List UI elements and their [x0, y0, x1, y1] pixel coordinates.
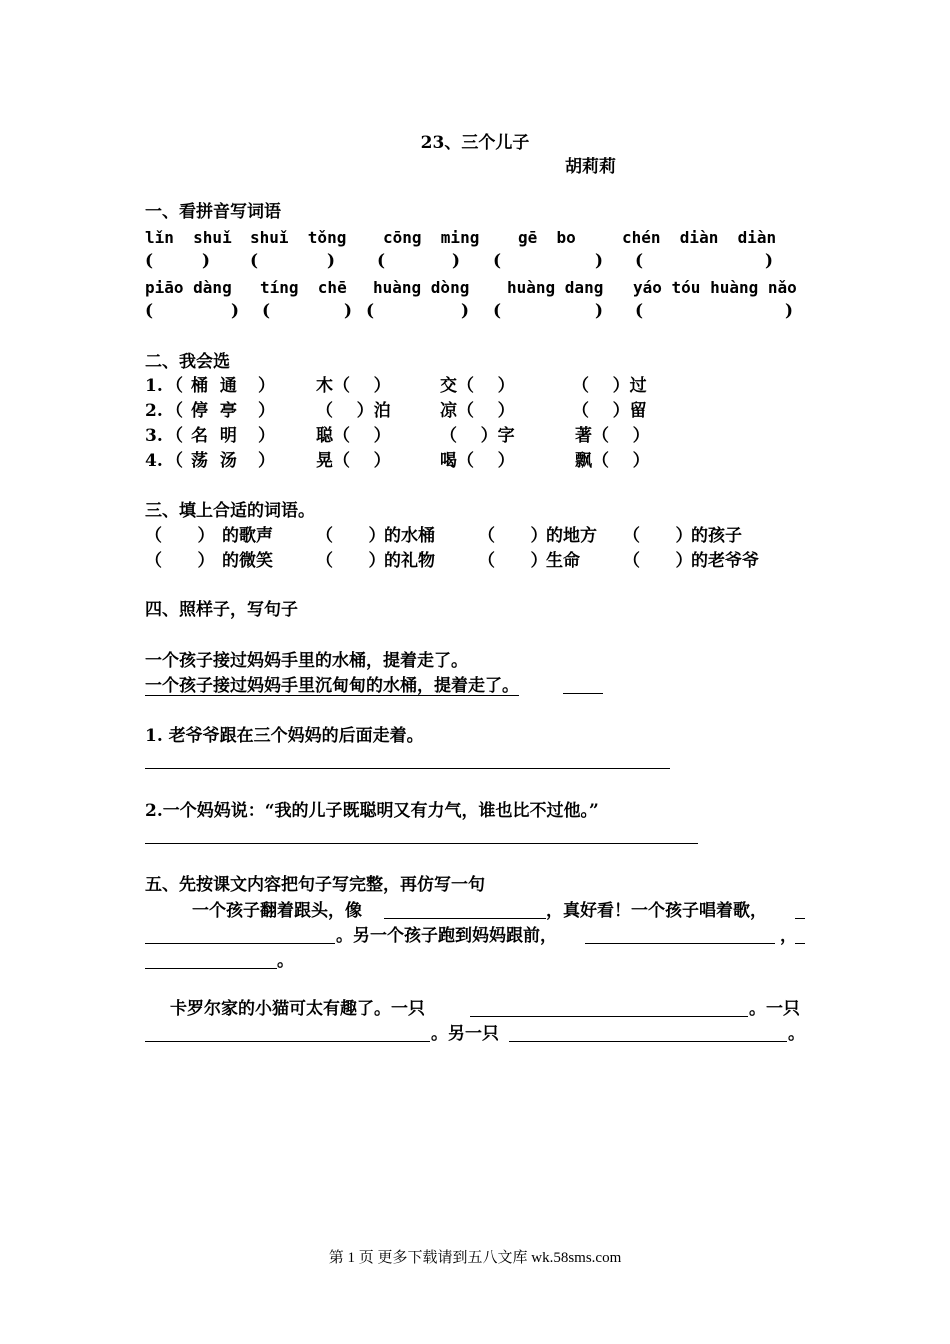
row-number: 3.: [145, 426, 163, 446]
choice-item: 著（ ）: [575, 426, 650, 446]
choice-item: 凉（ ）: [440, 401, 515, 421]
paragraph-text: 一个孩子翻着跟头，像: [192, 901, 362, 921]
section3-heading: 三、填上合适的词语。: [145, 501, 315, 521]
paragraph-text: 。: [277, 951, 294, 971]
paragraph-1-line-1: [0, 901, 950, 923]
blank-line[interactable]: [795, 918, 805, 919]
choice-item: 交（ ）: [440, 376, 515, 396]
pinyin-item: huàng dang: [507, 278, 604, 297]
pinyin-item: gē bo: [518, 228, 576, 247]
paragraph-text: 。一只: [749, 999, 800, 1019]
paragraph-text: 。: [788, 1024, 805, 1044]
choice-item: （ ）过: [572, 376, 647, 396]
choice-item: 喝（ ）: [440, 451, 515, 471]
pinyin-item: yáo tóu huàng nǎo: [633, 278, 797, 297]
fill-item: 的水桶: [384, 526, 435, 546]
blank-line[interactable]: [145, 968, 277, 969]
paragraph-text: 卡罗尔家的小猫可太有趣了。一只: [170, 999, 425, 1019]
paragraph-text: 。另一个孩子跑到妈妈跟前，: [336, 926, 557, 946]
char-pair: 名 明: [191, 426, 237, 446]
choice-item: （ ）泊: [316, 401, 391, 421]
pinyin-item: chén diàn diàn: [622, 228, 777, 247]
char-pair: 荡 汤: [191, 451, 237, 471]
paragraph-2-line-2: [0, 1024, 950, 1046]
blank-line[interactable]: [384, 918, 546, 919]
choice-row: 4. （ 荡 汤 ） 晃（ ） 喝（ ） 飘（ ）: [145, 451, 650, 471]
section5-heading: 五、先按课文内容把句子写完整，再仿写一句: [145, 875, 485, 895]
section1-heading: 一、看拼音写词语: [145, 202, 281, 222]
paragraph-text: 。另一只: [431, 1024, 499, 1044]
blank-line[interactable]: [795, 943, 805, 944]
question-2: 2.一个妈妈说：“我的儿子既聪明又有力气，谁也比不过他。”: [145, 801, 599, 821]
char-pair: 停 亭: [191, 401, 237, 421]
pinyin-item: cōng ming: [383, 228, 480, 247]
fill-row-1: （ ） 的歌声 （ ） 的水桶 （ ） 的地方 （ ） 的孩子: [145, 526, 742, 546]
choice-item: 晃（ ）: [316, 451, 391, 471]
choice-item: （ ）字: [440, 426, 515, 446]
choice-row: 3. （ 名 明 ） 聪（ ） （ ）字 著（ ）: [145, 426, 650, 446]
section2-heading: 二、我会选: [145, 352, 230, 372]
page-title: 23、三个儿子: [420, 133, 530, 153]
fill-item: 生命: [546, 551, 580, 571]
choice-item: 木（ ）: [316, 376, 391, 396]
fill-item: 的歌声: [222, 526, 273, 546]
row-number: 1.: [145, 376, 163, 396]
choice-item: （ ）留: [572, 401, 647, 421]
pinyin-item: tíng chē: [260, 278, 347, 297]
blank-line[interactable]: [145, 943, 335, 944]
question-1: 1. 老爷爷跟在三个妈妈的后面走着。: [145, 726, 424, 746]
choice-row: 2. （ 停 亭 ） （ ）泊 凉（ ） （ ）留: [145, 401, 647, 421]
fill-item: 的礼物: [384, 551, 435, 571]
blank-line[interactable]: [585, 943, 775, 944]
answer-line-1[interactable]: [145, 768, 670, 769]
choice-item: 聪（ ）: [316, 426, 391, 446]
example-sentence: 一个孩子接过妈妈手里的水桶，提着走了。: [145, 651, 468, 671]
answer-brackets-row-2: ( ) ( ) ( ) ( ) ( ): [145, 301, 794, 321]
example-underline-tail: [563, 693, 603, 694]
blank-line[interactable]: [145, 1041, 430, 1042]
paragraph-text: ，真好看！一个孩子唱着歌，: [546, 901, 767, 921]
section4-heading: 四、照样子，写句子: [145, 600, 298, 620]
pinyin-item: huàng dòng: [373, 278, 470, 297]
answer-brackets-row-1: ( ) ( ) ( ) ( ) ( ): [145, 251, 774, 271]
pinyin-item: shuǐ tǒng: [250, 228, 347, 247]
choice-row: 1. （ 桶 通 ） 木（ ） 交（ ） （ ）过: [145, 376, 647, 396]
char-pair: 桶 通: [191, 376, 237, 396]
pinyin-item: lǐn shuǐ: [145, 228, 232, 247]
row-number: 2.: [145, 401, 163, 421]
fill-row-2: （ ） 的微笑 （ ） 的礼物 （ ） 生命 （ ） 的老爷爷: [145, 551, 759, 571]
pinyin-row-2: [0, 278, 950, 300]
fill-item: 的孩子: [691, 526, 742, 546]
fill-item: 的微笑: [222, 551, 273, 571]
example-answer: 一个孩子接过妈妈手里沉甸甸的水桶，提着走了。: [145, 676, 519, 696]
fill-item: 的地方: [546, 526, 597, 546]
author-name: 胡莉莉: [565, 157, 616, 177]
row-number: 4.: [145, 451, 163, 471]
blank-line[interactable]: [509, 1041, 787, 1042]
page-footer: 第 1 页 更多下载请到五八文库 wk.58sms.com: [328, 1250, 622, 1266]
answer-line-2[interactable]: [145, 843, 698, 844]
paragraph-text: ，: [780, 926, 797, 946]
pinyin-item: piāo dàng: [145, 278, 232, 297]
fill-item: 的老爷爷: [691, 551, 759, 571]
paragraph-1-line-3: [0, 951, 950, 973]
pinyin-row-1: [0, 228, 950, 250]
paragraph-2-line-1: [0, 999, 950, 1021]
paragraph-1-line-2: [0, 926, 950, 948]
blank-line[interactable]: [470, 1016, 748, 1017]
choice-item: 飘（ ）: [575, 451, 650, 471]
